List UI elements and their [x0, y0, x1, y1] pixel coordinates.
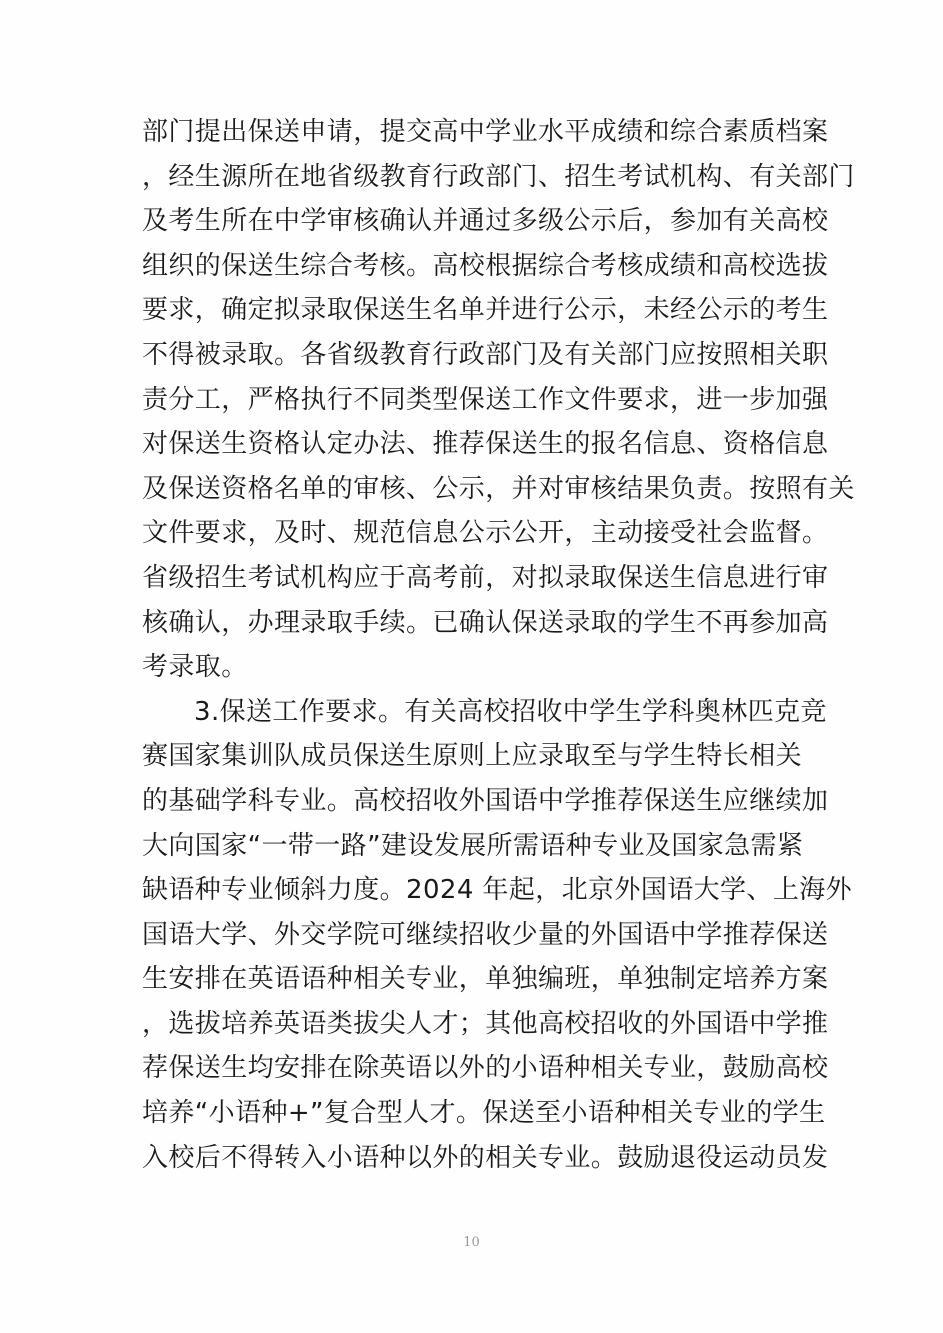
text-line: ，选拔培养英语类拔尖人才；其他高校招收的外国语中学推 [142, 1008, 829, 1039]
text-line: 及保送资格名单的审核、公示，并对审核结果负责。按照有关 [142, 473, 855, 504]
text-line: 赛国家集训队成员保送生原则上应录取至与学生特长相关 [142, 741, 803, 772]
text-line: 省级招生考试机构应于高考前，对拟录取保送生信息进行审 [142, 562, 829, 593]
document-body [142, 110, 855, 1180]
text-line: 荐保送生均安排在除英语以外的小语种相关专业，鼓励高校 [142, 1053, 829, 1084]
text-line: 责分工，严格执行不同类型保送工作文件要求，进一步加强 [142, 384, 829, 415]
text-line: 国语大学、外交学院可继续招收少量的外国语中学推荐保送 [142, 919, 829, 950]
text-line: 考录取。 [142, 652, 248, 683]
text-line: 3.保送工作要求。有关高校招收中学生学科奥林匹克竞 [194, 696, 827, 727]
text-line: 及考生所在中学审核确认并通过多级公示后，参加有关高校 [142, 206, 829, 237]
text-line: 对保送生资格认定办法、推荐保送生的报名信息、资格信息 [142, 429, 829, 460]
text-line: 大向国家“一带一路”建设发展所需语种专业及国家急需紧 [142, 830, 804, 861]
text-line: 的基础学科专业。高校招收外国语中学推荐保送生应继续加 [142, 785, 829, 816]
text-line: 缺语种专业倾斜力度。2024 年起，北京外国语大学、上海外 [142, 875, 853, 906]
text-line: 培养“小语种+”复合型人才。保送至小语种相关专业的学生 [142, 1098, 826, 1129]
paragraph-section-3 [142, 690, 853, 1181]
text-line: 组织的保送生综合考核。高校根据综合考核成绩和高校选拔 [142, 250, 829, 281]
text-line: ，经生源所在地省级教育行政部门、招生考试机构、有关部门 [142, 161, 855, 192]
text-line: 要求，确定拟录取保送生名单并进行公示，未经公示的考生 [142, 295, 829, 326]
text-line: 不得被录取。各省级教育行政部门及有关部门应按照相关职 [142, 339, 829, 370]
text-line: 部门提出保送申请，提交高中学业水平成绩和综合素质档案 [142, 117, 829, 147]
text-line: 入校后不得转入小语种以外的相关专业。鼓励退役运动员发 [142, 1142, 829, 1173]
text-line: 生安排在英语语种相关专业，单独编班，单独制定培养方案 [142, 964, 829, 995]
text-line: 核确认，办理录取手续。已确认保送录取的学生不再参加高 [142, 607, 829, 638]
page-number: 10 [463, 1235, 480, 1250]
paragraph-continued [142, 110, 855, 690]
text-line: 文件要求，及时、规范信息公示公开，主动接受社会监督。 [142, 518, 829, 549]
